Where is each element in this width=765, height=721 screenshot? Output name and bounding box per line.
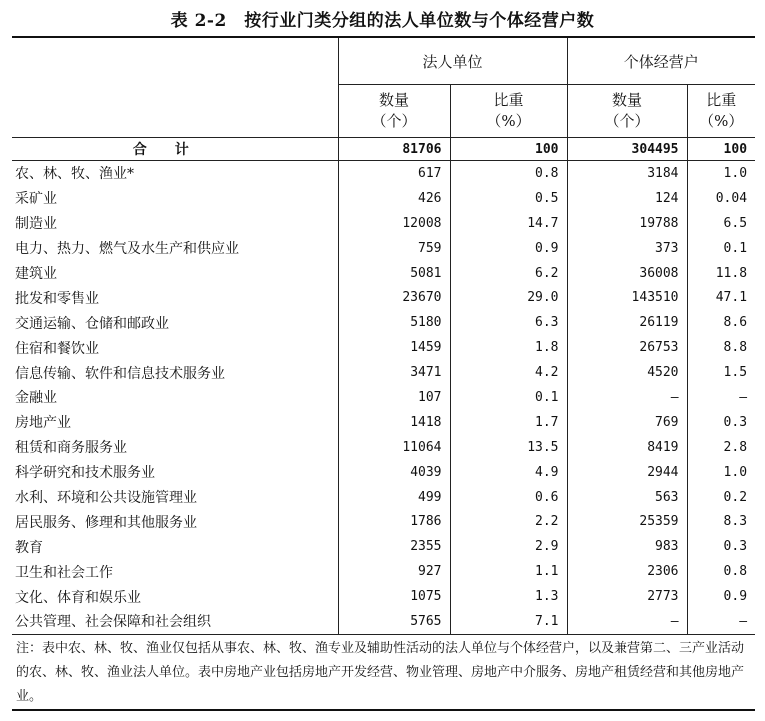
ind-count-cell: 26119: [567, 310, 687, 335]
legal-count-cell: 3471: [338, 360, 450, 385]
ind-count-cell: 3184: [567, 161, 687, 186]
ind-count-cell: 19788: [567, 211, 687, 236]
legal-count-cell: 426: [338, 186, 450, 211]
total-ind-count: 304495: [567, 138, 687, 161]
industry-name: 农、林、牧、渔业*: [12, 161, 338, 186]
table-row: [12, 435, 755, 460]
legal-count-cell: 1786: [338, 509, 450, 534]
legal-share-cell: 14.7: [450, 211, 567, 236]
ind-count-cell: 2944: [567, 460, 687, 485]
table-row: [12, 186, 755, 211]
total-row: [12, 138, 755, 161]
table-row: [12, 584, 755, 609]
legal-share-cell: 0.9: [450, 236, 567, 261]
ind-share-cell: 6.5: [687, 211, 755, 236]
ind-share-cell: 0.9: [687, 584, 755, 609]
ind-count-cell: 563: [567, 485, 687, 510]
table-row: [12, 410, 755, 435]
table-row: [12, 211, 755, 236]
industry-name: 房地产业: [15, 415, 71, 432]
legal-count-cell: 11064: [338, 435, 450, 460]
industry-name: 水利、环境和公共设施管理业: [15, 490, 197, 507]
industry-name: 科学研究和技术服务业: [15, 465, 155, 482]
table-row: [12, 161, 755, 186]
header-legal-count: 数量 （个）: [338, 85, 450, 138]
legal-count-cell: 499: [338, 485, 450, 510]
industry-name: 建筑业: [15, 266, 57, 282]
industry-name: 文化、体育和娱乐业: [15, 589, 141, 606]
legal-share-cell: 2.9: [450, 534, 567, 559]
industry-name: 采矿业: [15, 191, 57, 208]
legal-share-cell: 0.1: [450, 385, 567, 410]
table-note: 注：表中农、林、牧、渔业仅包括从事农、林、牧、渔专业及辅助性活动的法人单位与个体经营户，以及兼营第二、三产业活动的农、林、牧、渔业法人单位。表中房地产业包括房地产开发经营、物业管理、房地产中介服务、房地产租赁经营和其他房地产业。: [12, 634, 755, 710]
ind-share-cell: 8.8: [687, 335, 755, 360]
industry-name: 制造业: [15, 216, 57, 233]
ind-count-cell: 8419: [567, 435, 687, 460]
table-row: [12, 609, 755, 634]
legal-share-cell: 4.2: [450, 360, 567, 385]
table-row: [12, 261, 755, 286]
table-row: [12, 385, 755, 410]
legal-share-cell: 4.9: [450, 460, 567, 485]
header-ind-share: 比重 （%）: [687, 85, 755, 138]
industry-name: 卫生和社会工作: [15, 564, 113, 581]
total-label: 合计: [12, 138, 338, 161]
ind-share-cell: 0.8: [687, 559, 755, 584]
industry-name: 居民服务、修理和其他服务业: [15, 514, 197, 531]
ind-share-cell: 0.1: [687, 236, 755, 261]
table-row: [12, 285, 755, 310]
legal-count-cell: 927: [338, 559, 450, 584]
ind-count-cell: 143510: [567, 285, 687, 310]
legal-count-cell: 5765: [338, 609, 450, 634]
industry-name: 信息传输、软件和信息技术服务业: [15, 365, 225, 382]
legal-share-cell: 29.0: [450, 285, 567, 310]
ind-share-cell: 1.5: [687, 360, 755, 385]
industry-name: 教育: [15, 539, 43, 556]
note-row: [12, 634, 755, 710]
ind-share-cell: 11.8: [687, 261, 755, 286]
header-industry-blank: [12, 37, 338, 138]
legal-share-cell: 13.5: [450, 435, 567, 460]
ind-count-cell: 769: [567, 410, 687, 435]
ind-share-cell: 1.0: [687, 460, 755, 485]
legal-count-cell: 5180: [338, 310, 450, 335]
legal-share-cell: 6.3: [450, 310, 567, 335]
total-legal-share: 100: [450, 138, 567, 161]
header-row-groups: [12, 37, 755, 85]
table-title: 表 2-2 按行业门类分组的法人单位数与个体经营户数: [170, 11, 595, 31]
ind-share-cell: –: [687, 609, 755, 634]
ind-share-cell: 2.8: [687, 435, 755, 460]
ind-count-cell: 124: [567, 186, 687, 211]
ind-share-cell: 8.3: [687, 509, 755, 534]
header-legal-share: 比重 （%）: [450, 85, 567, 138]
legal-count-cell: 5081: [338, 261, 450, 286]
legal-share-cell: 2.2: [450, 509, 567, 534]
legal-count-cell: 107: [338, 385, 450, 410]
table-row: [12, 460, 755, 485]
industry-table-container: [12, 36, 755, 711]
ind-count-cell: 373: [567, 236, 687, 261]
legal-count-cell: 1459: [338, 335, 450, 360]
ind-share-cell: 0.3: [687, 534, 755, 559]
ind-count-cell: 4520: [567, 360, 687, 385]
legal-count-cell: 2355: [338, 534, 450, 559]
ind-share-cell: 0.2: [687, 485, 755, 510]
industry-name: 住宿和餐饮业: [15, 340, 99, 357]
legal-count-cell: 617: [338, 161, 450, 186]
legal-count-cell: 23670: [338, 285, 450, 310]
table-row: [12, 310, 755, 335]
legal-count-cell: 4039: [338, 460, 450, 485]
legal-share-cell: 6.2: [450, 261, 567, 286]
legal-count-cell: 12008: [338, 211, 450, 236]
industry-table: [12, 36, 755, 711]
industry-name: 批发和零售业: [15, 290, 99, 307]
total-legal-count: 81706: [338, 138, 450, 161]
ind-count-cell: 2306: [567, 559, 687, 584]
legal-share-cell: 0.6: [450, 485, 567, 510]
table-row: [12, 559, 755, 584]
legal-share-cell: 0.8: [450, 161, 567, 186]
industry-name: 金融业: [15, 390, 57, 407]
legal-share-cell: 7.1: [450, 609, 567, 634]
legal-count-cell: 1418: [338, 410, 450, 435]
ind-count-cell: 2773: [567, 584, 687, 609]
table-row: [12, 485, 755, 510]
ind-share-cell: 8.6: [687, 310, 755, 335]
legal-share-cell: 1.7: [450, 410, 567, 435]
header-legal-units: 法人单位: [338, 37, 567, 85]
legal-share-cell: 1.1: [450, 559, 567, 584]
ind-share-cell: –: [687, 385, 755, 410]
ind-count-cell: 26753: [567, 335, 687, 360]
ind-share-cell: 47.1: [687, 285, 755, 310]
table-row: [12, 534, 755, 559]
industry-name: 租赁和商务服务业: [15, 440, 127, 457]
industry-name: 公共管理、社会保障和社会组织: [15, 614, 211, 631]
legal-count-cell: 1075: [338, 584, 450, 609]
legal-count-cell: 759: [338, 236, 450, 261]
total-ind-share: 100: [687, 138, 755, 161]
legal-share-cell: 1.3: [450, 584, 567, 609]
ind-count-cell: –: [567, 385, 687, 410]
ind-share-cell: 0.3: [687, 410, 755, 435]
ind-count-cell: 36008: [567, 261, 687, 286]
table-row: [12, 236, 755, 261]
legal-share-cell: 1.8: [450, 335, 567, 360]
ind-count-cell: 25359: [567, 509, 687, 534]
ind-count-cell: –: [567, 609, 687, 634]
header-ind-count: 数量 （个）: [567, 85, 687, 138]
table-row: [12, 360, 755, 385]
industry-name: 电力、热力、燃气及水生产和供应业: [15, 241, 239, 258]
industry-name: 交通运输、仓储和邮政业: [15, 315, 169, 332]
table-row: [12, 509, 755, 534]
ind-count-cell: 983: [567, 534, 687, 559]
table-row: [12, 335, 755, 360]
ind-share-cell: 1.0: [687, 161, 755, 186]
legal-share-cell: 0.5: [450, 186, 567, 211]
header-individual-households: 个体经营户: [567, 37, 755, 85]
ind-share-cell: 0.04: [687, 186, 755, 211]
